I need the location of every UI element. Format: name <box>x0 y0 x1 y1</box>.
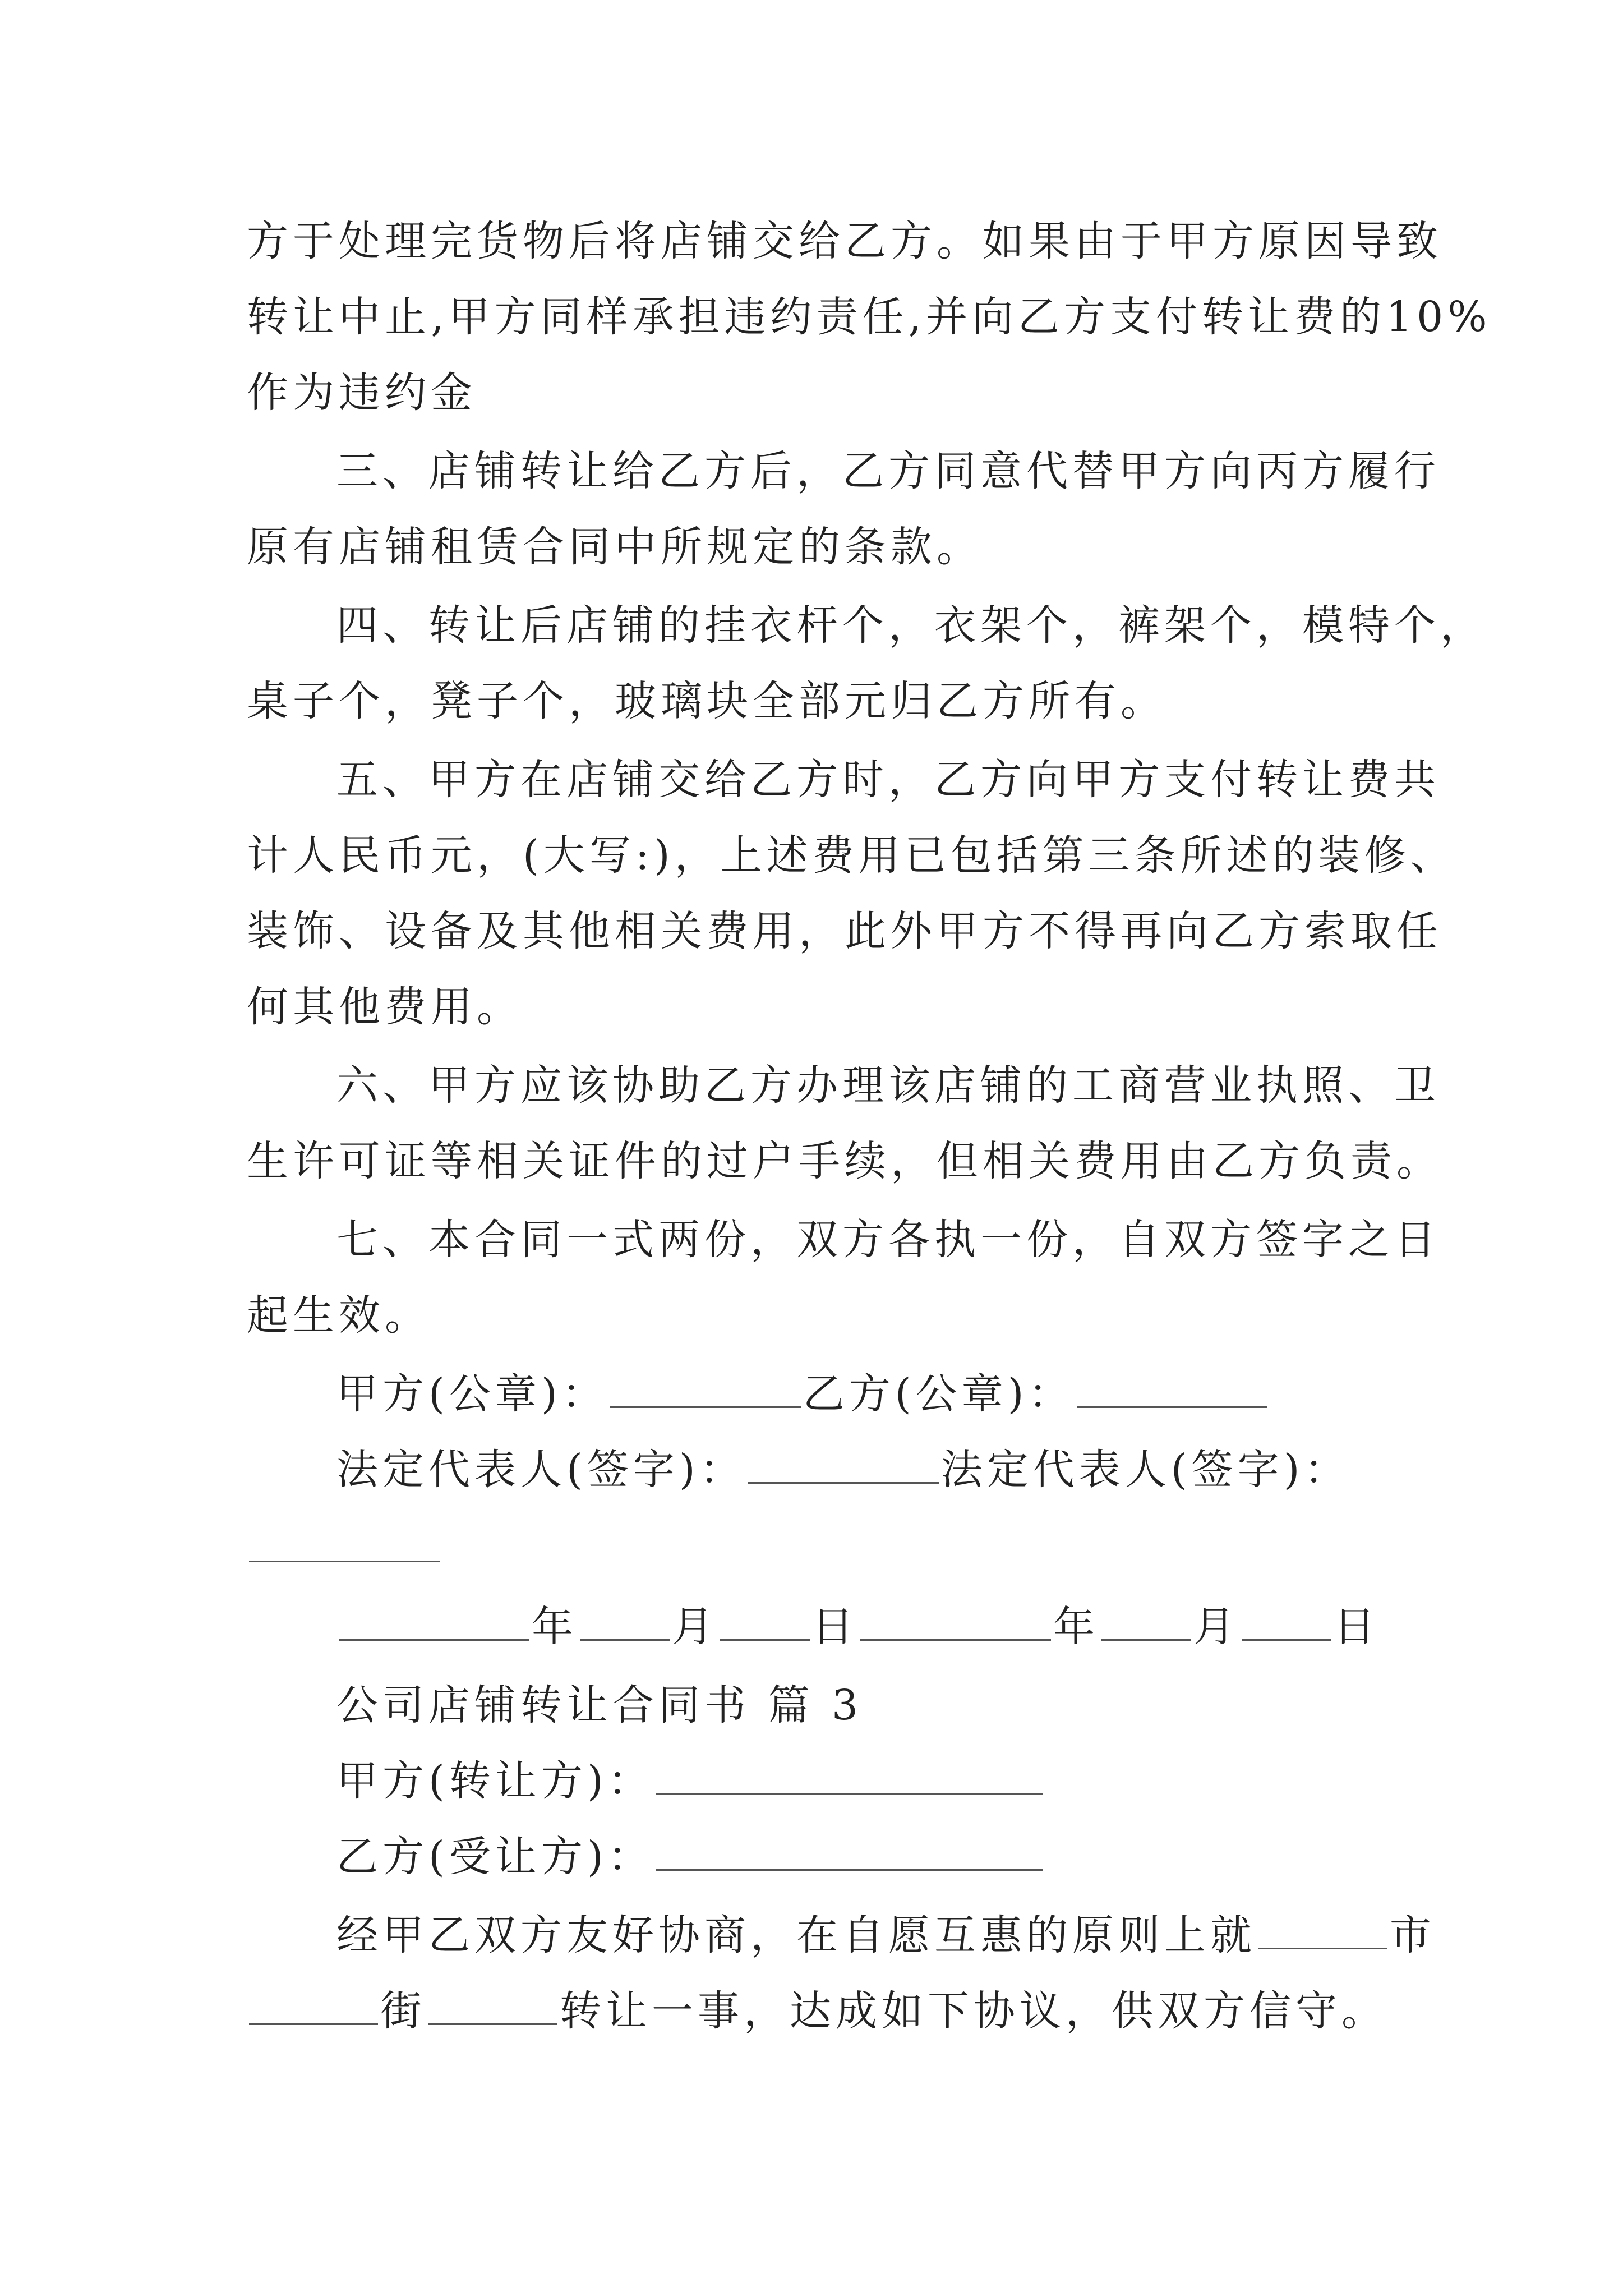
intro-line <box>336 1907 1436 1963</box>
seal-row <box>336 1366 1270 1422</box>
party-a-seal-label: 甲方(公章)： <box>336 1370 608 1418</box>
transferor-blank[interactable] <box>656 1760 1043 1795</box>
clause-6-line: 生许可证等相关证件的过户手续，但相关费用由乙方负责。 <box>247 1137 1442 1185</box>
intro-text: 转让一事，达成如下协议，供双方信守。 <box>560 1987 1387 2035</box>
clause-4-line: 桌子个，凳子个，玻璃块全部元归乙方所有。 <box>247 677 1166 725</box>
clause-3-line: 三、店铺转让给乙方后，乙方同意代替甲方向丙方履行 <box>336 447 1440 495</box>
party-b-seal-blank[interactable] <box>1077 1373 1267 1408</box>
clause-5-line: 计人民币元，(大写:)，上述费用已包括第三条所述的装修、 <box>247 831 1456 880</box>
legal-rep-b-label: 法定代表人(签字)： <box>940 1446 1350 1494</box>
clause-6-line: 六、甲方应该协助乙方办理该店铺的工商营业执照、卫 <box>336 1061 1440 1110</box>
date-a-month-blank[interactable] <box>580 1605 670 1641</box>
street-label: 街 <box>380 1987 426 2035</box>
clause-4-line: 四、转让后店铺的挂衣杆个，衣架个，裤架个，模特个， <box>336 601 1486 650</box>
month-label: 月 <box>1193 1603 1239 1651</box>
date-row <box>336 1599 1380 1655</box>
transferee-blank[interactable] <box>656 1835 1043 1871</box>
legal-rep-b-blank-row <box>247 1520 442 1576</box>
city-blank[interactable] <box>1258 1914 1387 1949</box>
clause-5-line: 装饰、设备及其他相关费用，此外甲方不得再向乙方索取任 <box>247 907 1442 955</box>
paragraph-line: 方于处理完货物后将店铺交给乙方。如果由于甲方原因导致 <box>247 217 1442 265</box>
month-label: 月 <box>672 1603 718 1651</box>
date-a-year-blank[interactable] <box>339 1605 529 1641</box>
legal-rep-a-label: 法定代表人(签字)： <box>336 1446 746 1494</box>
street-blank[interactable] <box>428 1990 557 2025</box>
legal-rep-row <box>336 1442 1350 1498</box>
paragraph-line: 转让中止,甲方同样承担违约责任,并向乙方支付转让费的10% <box>247 293 1492 341</box>
legal-rep-a-blank[interactable] <box>748 1448 939 1484</box>
clause-7-line: 七、本合同一式两份，双方各执一份，自双方签字之日 <box>336 1216 1440 1264</box>
clause-5-line: 五、甲方在店铺交给乙方时，乙方向甲方支付转让费共 <box>336 756 1440 804</box>
date-b-day-blank[interactable] <box>1242 1605 1331 1641</box>
transferee-row <box>336 1829 1045 1885</box>
section-title: 公司店铺转让合同书 篇 3 <box>336 1681 863 1729</box>
day-label: 日 <box>1334 1603 1380 1651</box>
intro-text: 经甲乙双方友好协商，在自愿互惠的原则上就 <box>336 1911 1256 1959</box>
party-a-seal-blank[interactable] <box>610 1373 801 1408</box>
district-blank[interactable] <box>249 1990 378 2025</box>
year-label: 年 <box>532 1603 578 1651</box>
transferee-label: 乙方(受让方)： <box>336 1833 654 1881</box>
transferor-label: 甲方(转让方)： <box>336 1757 654 1805</box>
year-label: 年 <box>1053 1603 1099 1651</box>
legal-rep-b-blank[interactable] <box>249 1527 440 1562</box>
day-label: 日 <box>812 1603 858 1651</box>
date-b-month-blank[interactable] <box>1101 1605 1191 1641</box>
transferor-row <box>336 1753 1045 1809</box>
intro-line <box>247 1983 1387 2039</box>
date-a-day-blank[interactable] <box>720 1605 810 1641</box>
date-b-year-blank[interactable] <box>860 1605 1051 1641</box>
city-label: 市 <box>1390 1911 1436 1959</box>
clause-3-line: 原有店铺租赁合同中所规定的条款。 <box>247 523 983 571</box>
party-b-seal-label: 乙方(公章)： <box>803 1370 1075 1418</box>
paragraph-line: 作为违约金 <box>247 369 477 417</box>
clause-7-line: 起生效。 <box>247 1291 431 1340</box>
clause-5-line: 何其他费用。 <box>247 983 523 1031</box>
